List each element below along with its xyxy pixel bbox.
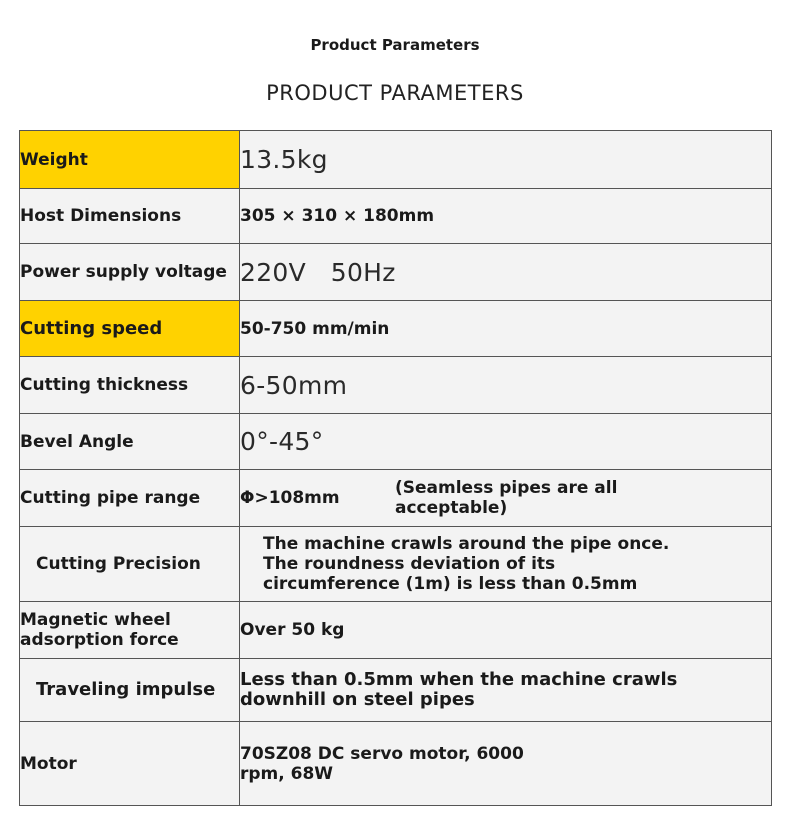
param-value: 0°-45°	[240, 414, 772, 470]
page-title: PRODUCT PARAMETERS	[266, 81, 524, 105]
table-row-speed	[20, 301, 772, 357]
param-label: Magnetic wheel adsorption force	[20, 602, 240, 659]
param-label: Power supply voltage	[20, 244, 240, 301]
table-row-pipe-range	[20, 470, 772, 527]
param-value: 50-750 mm/min	[240, 301, 772, 357]
param-label: Cutting speed	[20, 301, 240, 357]
param-value: 220V 50Hz	[240, 244, 772, 301]
parameters-table	[19, 130, 772, 806]
param-label: Bevel Angle	[20, 414, 240, 470]
param-value: 305 × 310 × 180mm	[240, 189, 772, 244]
param-label: Cutting Precision	[20, 527, 240, 602]
table-row-precision	[20, 527, 772, 602]
param-value: Less than 0.5mm when the machine crawls downhill on steel pipes	[240, 659, 772, 722]
pipe-range-content	[240, 478, 771, 518]
param-note: (Seamless pipes are all acceptable)	[395, 478, 618, 518]
table-row-impulse	[20, 659, 772, 722]
param-label: Cutting pipe range	[20, 470, 240, 527]
param-value: 6-50mm	[240, 357, 772, 414]
param-label: Cutting thickness	[20, 357, 240, 414]
table-row-thickness	[20, 357, 772, 414]
param-value: 13.5kg	[240, 131, 772, 189]
table-row-dimensions	[20, 189, 772, 244]
table-row-magnetic	[20, 602, 772, 659]
param-label: Host Dimensions	[20, 189, 240, 244]
param-value-cell	[240, 470, 772, 527]
page-subtitle: Product Parameters	[310, 36, 480, 54]
param-value: Φ>108mm	[240, 488, 340, 508]
param-value: 70SZ08 DC servo motor, 6000 rpm, 68W	[240, 722, 772, 806]
param-label: Weight	[20, 131, 240, 189]
param-label: Motor	[20, 722, 240, 806]
param-value: Over 50 kg	[240, 602, 772, 659]
param-label: Traveling impulse	[20, 659, 240, 722]
table-row-bevel	[20, 414, 772, 470]
param-value: The machine crawls around the pipe once. The roundness deviation of its circumference (1m) is less than 0.5mm	[240, 527, 772, 602]
table-row-motor	[20, 722, 772, 806]
table-row-voltage	[20, 244, 772, 301]
table-row-weight	[20, 131, 772, 189]
